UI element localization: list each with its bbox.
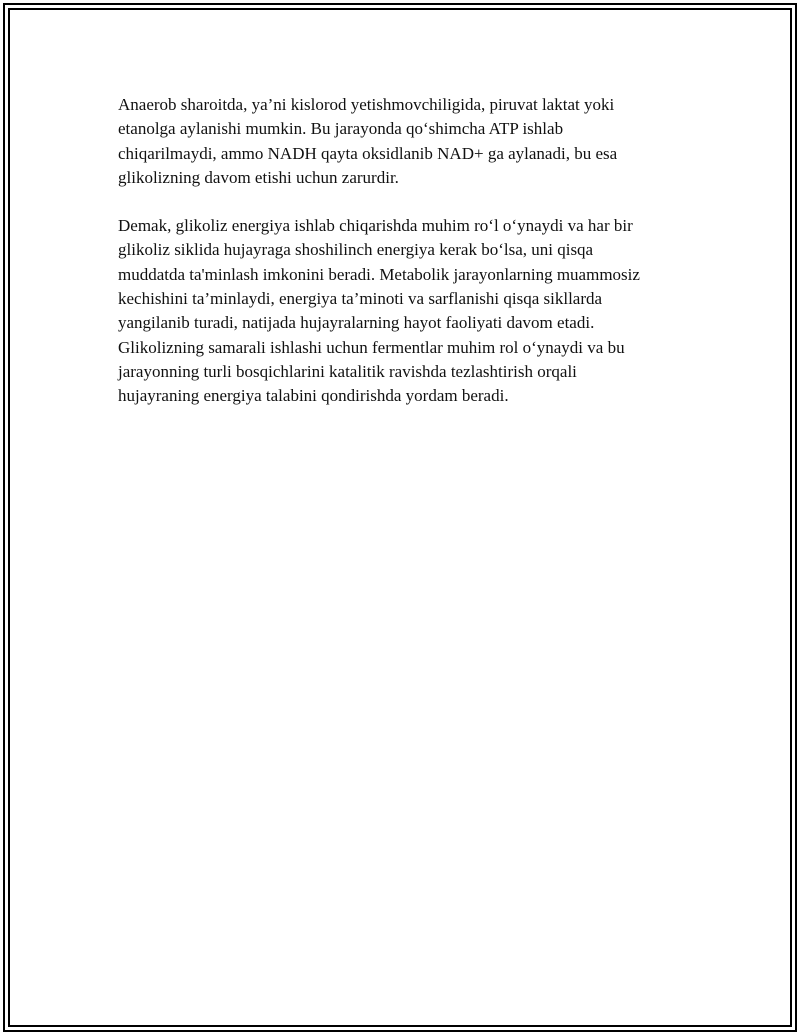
paragraph-anaerobic [118,93,698,190]
text-line: kechishini ta’minlaydi, energiya ta’minoti va sarflanishi qisqa sikllarda [118,289,603,309]
text-line: glikolizning davom etishi uchun zarurdir. [118,167,399,187]
text-line: hujayraning energiya talabini qondirishda yordam beradi. [118,386,509,406]
text-line: glikoliz siklida hujayraga shoshilinch energiya kerak bo‘lsa, uni qisqa [118,240,594,260]
text-line: etanolga aylanishi mumkin. Bu jarayonda qo‘shimcha ATP ishlab [118,119,564,139]
text-line: chiqarilmaydi, ammo NADH qayta oksidlanib NAD+ ga aylanadi, bu esa [118,143,618,163]
text-line: jarayonning turli bosqichlarini katalitik ravishda tezlashtirish orqali [118,361,577,381]
text-line: Glikolizning samarali ishlashi uchun fermentlar muhim rol o‘ynaydi va bu [118,337,625,357]
text-line: Anaerob sharoitda, ya’ni kislorod yetishmovchiligida, piruvat laktat yoki [118,95,615,114]
paragraph-conclusion [118,214,698,408]
text-line: yangilanib turadi, natijada hujayralarning hayot faoliyati davom etadi. [118,313,595,333]
document-body [118,93,698,433]
text-line: muddatda ta'minlash imkonini beradi. Metabolik jarayonlarning muammosiz [118,264,640,284]
text-line: Demak, glikoliz energiya ishlab chiqarishda muhim ro‘l o‘ynaydi va har bir [118,216,633,236]
